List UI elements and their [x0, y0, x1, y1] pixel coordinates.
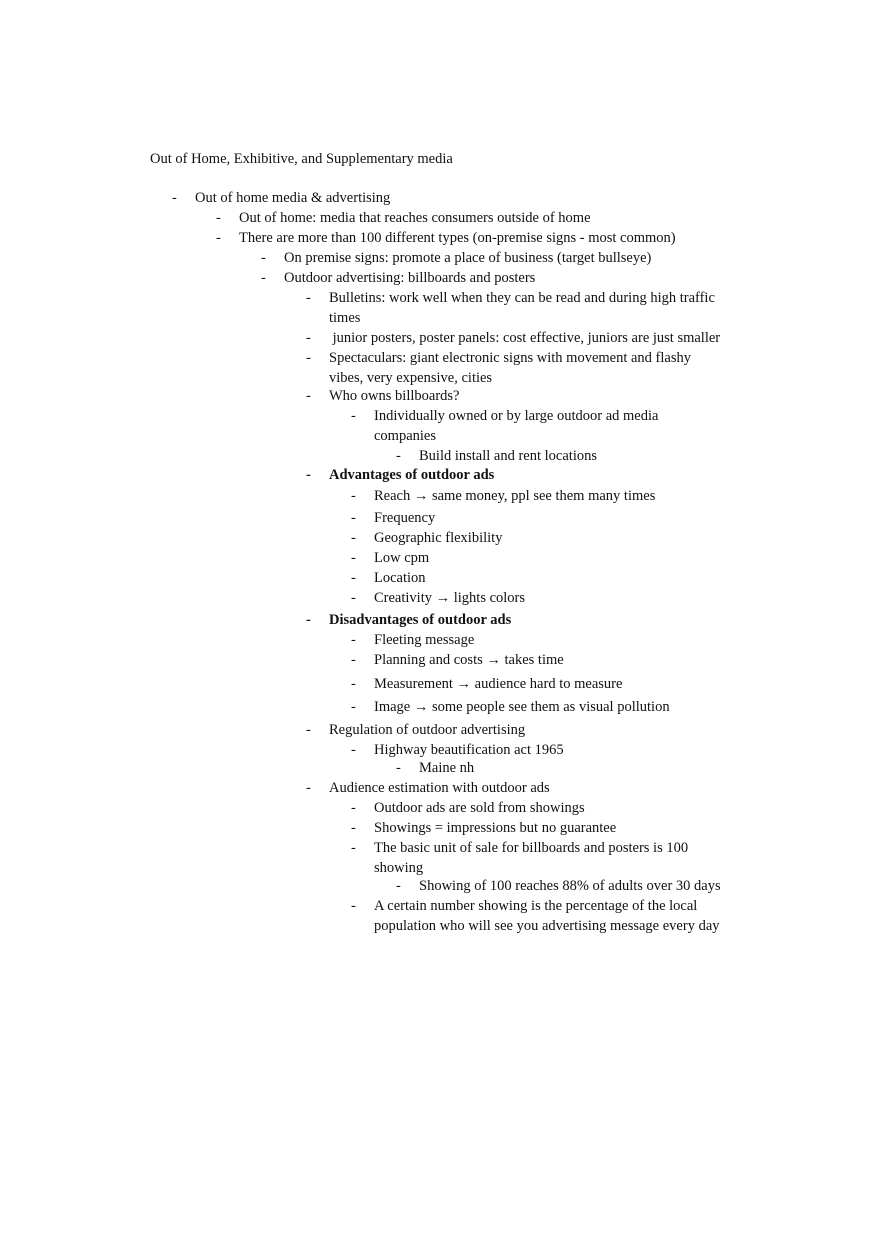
- bullet-dash: -: [306, 612, 311, 628]
- outline-item-text: There are more than 100 different types (on-premise signs - most common): [239, 230, 676, 246]
- outline-item-text: showing: [374, 860, 424, 876]
- outline-item-text: Location: [374, 570, 426, 586]
- bullet-dash: -: [351, 632, 356, 648]
- outline-item-text: Out of home: media that reaches consumers outside of home: [239, 210, 591, 226]
- bullet-dash: -: [396, 760, 401, 776]
- bullet-dash: -: [351, 652, 356, 668]
- bullet-dash: -: [306, 467, 311, 483]
- outline-item-text: Planning and costs → takes time: [374, 652, 564, 668]
- bullet-dash: -: [351, 590, 356, 606]
- bullet-dash: -: [351, 530, 356, 546]
- bullet-dash: -: [306, 722, 311, 738]
- outline-item-text: Individually owned or by large outdoor ad media: [374, 408, 659, 424]
- bullet-dash: -: [396, 448, 401, 464]
- outline-item-text: Spectaculars: giant electronic signs with movement and flashy: [329, 350, 691, 366]
- outline-item-text: junior posters, poster panels: cost effective, juniors are just smaller: [329, 330, 721, 346]
- outline-item-text: Outdoor ads are sold from showings: [374, 800, 585, 816]
- outline-item-text: Showing of 100 reaches 88% of adults over 30 days: [419, 878, 721, 894]
- outline-item-text: Showings = impressions but no guarantee: [374, 820, 617, 836]
- outline-item-text: Disadvantages of outdoor ads: [329, 612, 512, 628]
- bullet-dash: -: [351, 898, 356, 914]
- outline-item-text: Highway beautification act 1965: [374, 742, 564, 758]
- outline-item-text: Creativity → lights colors: [374, 590, 526, 606]
- outline-item-text: companies: [374, 428, 437, 444]
- outline-item-text: population who will see you advertising message every day: [374, 918, 720, 934]
- outline-item-text: Measurement → audience hard to measure: [374, 676, 623, 692]
- bullet-dash: -: [396, 878, 401, 894]
- outline-item-text: Fleeting message: [374, 632, 475, 648]
- bullet-dash: -: [306, 350, 311, 366]
- outline-item-text: Bulletins: work well when they can be read and during high traffic: [329, 290, 715, 306]
- outline-item-text: Audience estimation with outdoor ads: [329, 780, 550, 796]
- outline-item-text: Advantages of outdoor ads: [329, 467, 495, 483]
- bullet-dash: -: [351, 840, 356, 856]
- bullet-dash: -: [261, 250, 266, 266]
- outline-item-text: Outdoor advertising: billboards and posters: [284, 270, 536, 286]
- bullet-dash: -: [306, 388, 311, 404]
- outline-item-text: times: [329, 310, 361, 326]
- bullet-dash: -: [351, 510, 356, 526]
- outline-item-text: Who owns billboards?: [329, 388, 460, 404]
- bullet-dash: -: [351, 488, 356, 504]
- outline-item-text: vibes, very expensive, cities: [329, 370, 493, 386]
- bullet-dash: -: [351, 408, 356, 424]
- outline-item-text: Regulation of outdoor advertising: [329, 722, 526, 738]
- bullet-dash: -: [172, 190, 177, 206]
- bullet-dash: -: [351, 550, 356, 566]
- bullet-dash: -: [306, 290, 311, 306]
- bullet-dash: -: [351, 570, 356, 586]
- bullet-dash: -: [351, 820, 356, 836]
- bullet-dash: -: [351, 676, 356, 692]
- bullet-dash: -: [216, 210, 221, 226]
- outline-item-text: Build install and rent locations: [419, 448, 598, 464]
- outline-item-text: On premise signs: promote a place of business (target bullseye): [284, 250, 652, 266]
- outline-item-text: Out of home media & advertising: [195, 190, 391, 206]
- outline-item-text: Frequency: [374, 510, 436, 526]
- outline-item-text: Reach → same money, ppl see them many times: [374, 488, 656, 504]
- page-title: Out of Home, Exhibitive, and Supplementary media: [150, 151, 453, 167]
- outline-item-text: A certain number showing is the percentage of the local: [374, 898, 698, 914]
- outline-item-text: Image → some people see them as visual pollution: [374, 699, 670, 715]
- outline-item-text: The basic unit of sale for billboards and posters is 100: [374, 840, 689, 856]
- bullet-dash: -: [261, 270, 266, 286]
- bullet-dash: -: [216, 230, 221, 246]
- outline-item-text: Geographic flexibility: [374, 530, 503, 546]
- outline-item-text: Maine nh: [419, 760, 475, 776]
- bullet-dash: -: [351, 699, 356, 715]
- bullet-dash: -: [306, 780, 311, 796]
- bullet-dash: -: [351, 800, 356, 816]
- bullet-dash: -: [306, 330, 311, 346]
- outline-item-text: Low cpm: [374, 550, 430, 566]
- bullet-dash: -: [351, 742, 356, 758]
